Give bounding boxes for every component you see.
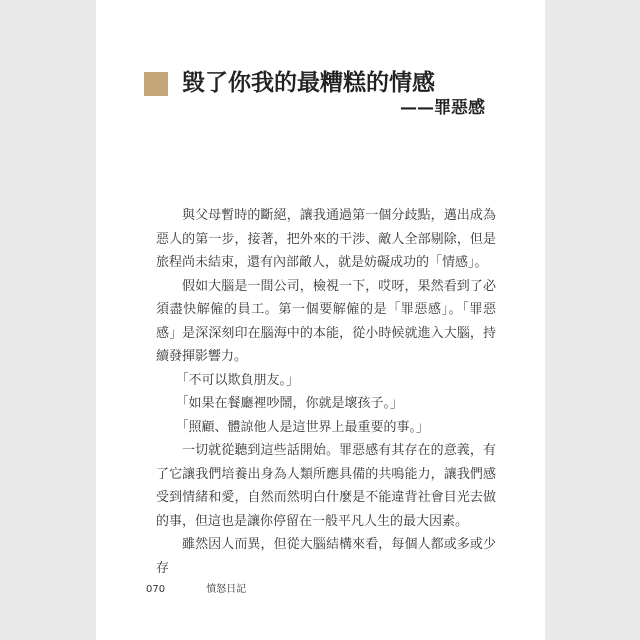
page-number: 070: [146, 584, 166, 595]
chapter-subtitle: ——罪惡感: [400, 98, 485, 118]
book-page: [96, 0, 545, 640]
page-footer: [146, 583, 246, 597]
chapter-marker-square: [144, 72, 168, 96]
running-book-title: 憤怒日記: [206, 584, 247, 595]
paragraph: 一切就從聽到這些話開始。罪惡感有其存在的意義，有了它讓我們培養出身為人類所應具備的共鳴能力，讓我們感受到情緒和愛，自然而然明白什麼是不能違背社會目光去做的事，但這也是讓你停留在一般平凡人生的最大因素。: [156, 443, 496, 529]
quote-line: 「照顧、體諒他人是這世界上最重要的事。」: [175, 419, 430, 435]
paragraph: 與父母暫時的斷絕，讓我通過第一個分歧點，邁出成為惡人的第一步，接著，把外來的干涉、敵人全部剔除，但是旅程尚未結束，還有內部敵人，就是妨礙成功的「情感」。: [156, 208, 496, 270]
chapter-title: 毀了你我的最糟糕的情感: [182, 70, 435, 96]
quote-line: 「不可以欺負朋友。」: [175, 372, 300, 388]
paragraph: 假如大腦是一間公司，檢視一下，哎呀，果然看到了必須盡快解僱的員工。第一個要解僱的是「罪惡感」。「罪惡感」是深深刻印在腦海中的本能，從小時候就進入大腦，持續發揮影響力。: [156, 278, 496, 364]
paragraph: 雖然因人而異，但從大腦結構來看，每個人都或多或少存: [156, 537, 496, 576]
body-text: [156, 204, 496, 580]
quote-line: 「如果在餐廳裡吵鬧，你就是壞孩子。」: [175, 396, 404, 411]
